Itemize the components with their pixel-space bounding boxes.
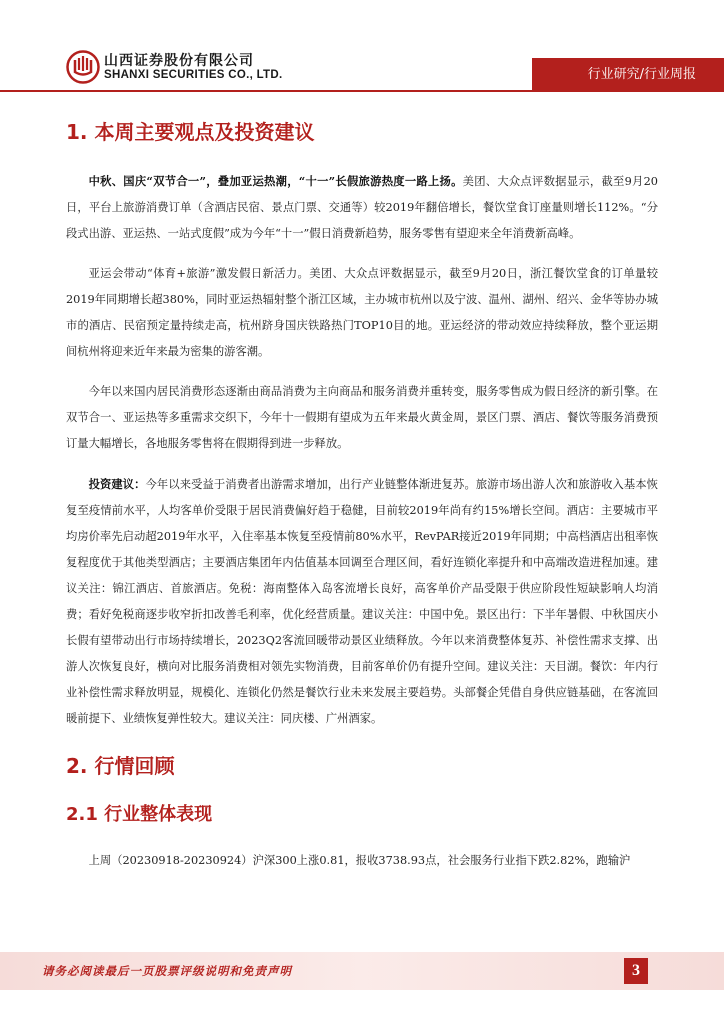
paragraph-market-review: 上周（20230918-20230924）沪深300上涨0.81，报收3738.93点，社会服务行业指下跌2.82%，跑输沪 — [88, 854, 631, 867]
paragraph-1-lead: 中秋、国庆“双节合一”，叠加亚运热潮，“十一”长假旅游热度一路上扬。 — [88, 174, 463, 188]
page-footer — [0, 952, 724, 990]
main-content — [66, 118, 658, 888]
company-logo-icon — [66, 50, 100, 84]
disclaimer-text: 请务必阅读最后一页股票评级说明和免责声明 — [42, 964, 292, 978]
page-header — [0, 0, 724, 95]
investment-advice-label: 投资建议： — [88, 477, 146, 491]
section-2-title: 2. 行情回顾 — [66, 754, 175, 778]
report-type-tag: 行业研究/行业周报 — [532, 58, 724, 92]
paragraph-3: 今年以来国内居民消费形态逐渐由商品消费为主向商品和服务消费并重转变，服务零售成为假日经济的新引擎。在双节合一、亚运热等多重需求交织下，今年十一假期有望成为五年来最火黄金周，景区门票、酒店、餐饮等服务消费预订量大幅增长，各地服务零售将在假期得到进一步释放。 — [66, 385, 658, 450]
paragraph-investment-advice — [66, 471, 658, 732]
section-1-title: 1. 本周主要观点及投资建议 — [66, 120, 315, 144]
section-2-1-title: 2.1 行业整体表现 — [66, 804, 213, 825]
paragraph-1 — [66, 168, 658, 247]
company-name-en: SHANXI SECURITIES CO., LTD. — [104, 69, 283, 81]
investment-advice-body: 今年以来受益于消费者出游需求增加，出行产业链整体渐进复苏。旅游市场出游人次和旅游收入基本恢复至疫情前水平，人均客单价受限于居民消费偏好趋于稳健，目前较2019年尚有约15%增长空间。酒店：主要城市平均房价率先启动超2019年水平，入住率基本恢复至疫情前80%水平，RevPAR接近2019年同期；中高档酒店出租率恢复程度优于其他类型酒店；主要酒店集团年内估值基本回调至合理区间，看好连锁化率提升和中高端改造进程加速。建议关注：锦江酒店、首旅酒店。免税：海南整体入岛客流增长良好，高客单价产品受限于供应阶段性短缺影响人均消费；看好免税商逐步收窄折扣改善毛利率，优化经营质量。建议关注：中国中免。景区出行：下半年暑假、中秋国庆小长假有望带动出行市场持续增长，2023Q2客流回暖带动景区业绩释放。今年以来消费整体复苏、补偿性需求支撑、出游人次恢复良好，横向对比服务消费相对领先实物消费，目前客单价仍有提升空间。建议关注：天目湖。餐饮：年内行业补偿性需求释放明显，规模化、连锁化仍然是餐饮行业未来发展主要趋势。头部餐企凭借自身供应链基础，在客流回暖前提下、业绩恢复弹性较大。建议关注：同庆楼、广州酒家。 — [66, 478, 658, 725]
company-name-cn: 山西证券股份有限公司 — [104, 53, 254, 69]
paragraph-1-body: 美团、大众点评数据显示，截至9月20日，平台上旅游消费订单（含酒店民宿、景点门票、交通等）较2019年翻倍增长，餐饮堂食订座量则增长112%。“分段式出游、亚运热、一站式度假”成为今年“十一”假日消费新趋势，服务零售有望迎来全年消费新高峰。 — [66, 175, 658, 240]
header-divider — [0, 90, 532, 92]
paragraph-2: 亚运会带动“体育+旅游”激发假日新活力。美团、大众点评数据显示，截至9月20日，浙江餐饮堂食的订单量较2019年同期增长超380%，同时亚运热辐射整个浙江区域，主办城市杭州以及宁波、温州、湖州、绍兴、金华等协办城市的酒店、民宿预定量持续走高，杭州跻身国庆铁路热门TOP10目的地。亚运经济的带动效应持续释放，整个亚运期间杭州将迎来近年来最为密集的游客潮。 — [66, 267, 659, 358]
page-number: 3 — [624, 958, 648, 984]
